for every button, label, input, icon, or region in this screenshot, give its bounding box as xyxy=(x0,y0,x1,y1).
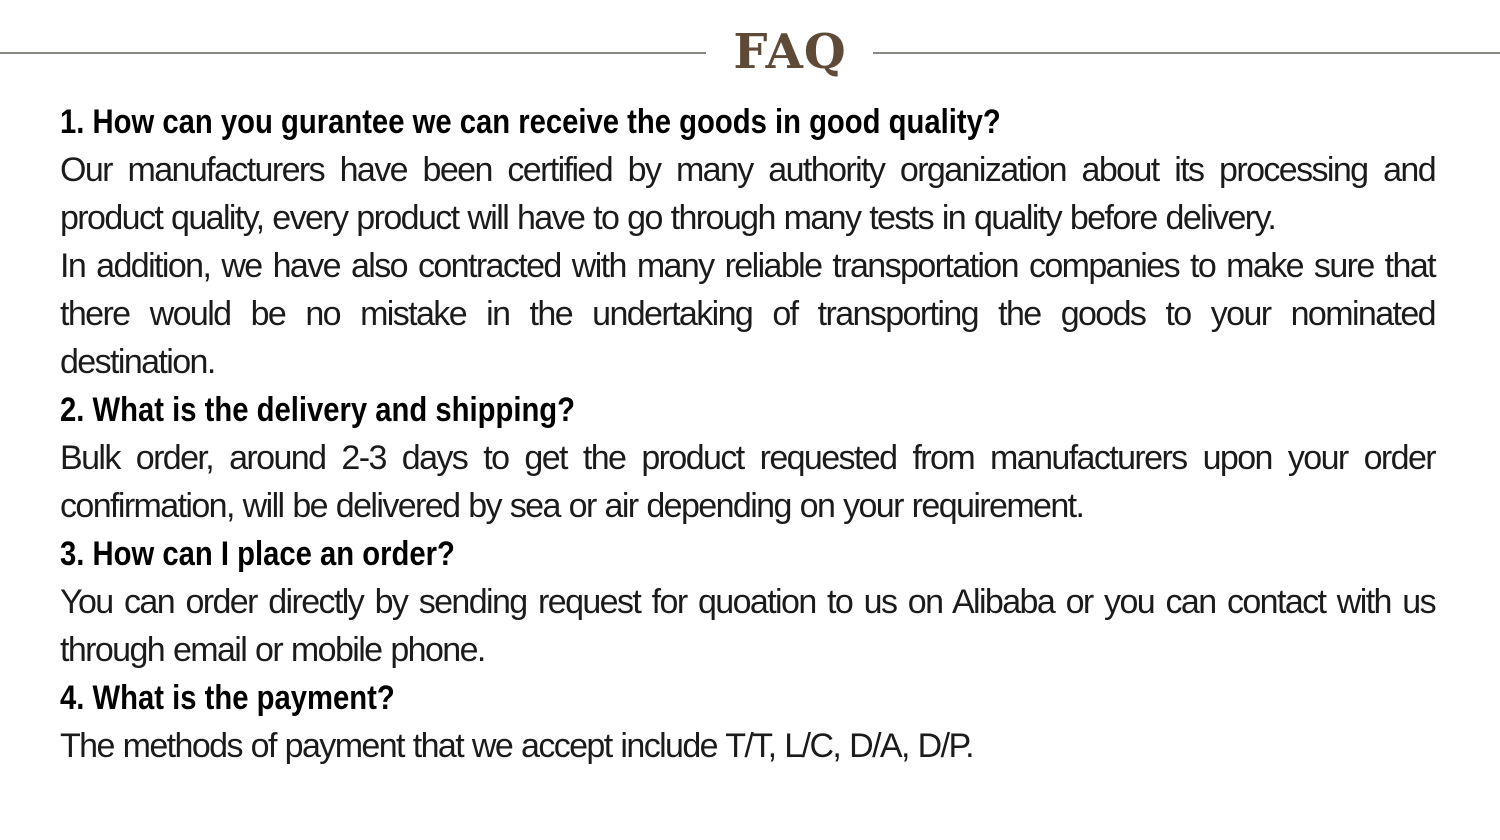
faq-answer-4: The methods of payment that we accept include T/T, L/C, D/A, D/P. xyxy=(60,727,974,765)
header-divider-right xyxy=(873,52,1500,54)
faq-question-1: 1. How can you gurantee we can receive the goods in good quality? xyxy=(60,103,1001,141)
faq-answer-1-paragraph-2: In addition, we have also contracted with many reliable transportation companies to make sure that there would be no mistake in the undertaking of transporting the goods to your nominated destination. xyxy=(60,247,1435,381)
faq-question-4: 4. What is the payment? xyxy=(60,679,395,717)
faq-question-2: 2. What is the delivery and shipping? xyxy=(60,391,576,429)
faq-answer-1-paragraph-1: Our manufacturers have been certified by many authority organization about its processing and product quality, every product will have to go through many tests in quality before delivery. xyxy=(60,151,1435,237)
faq-header xyxy=(0,0,1500,100)
faq-answer-2: Bulk order, around 2-3 days to get the product requested from manufacturers upon your order confirmation, will be delivered by sea or air depending on your requirement. xyxy=(60,439,1435,525)
page-title: FAQ xyxy=(733,24,847,80)
faq-answer-3: You can order directly by sending request for quoation to us on Alibaba or you can contact with us through email or mobile phone. xyxy=(60,583,1435,669)
header-divider-left xyxy=(0,52,706,54)
faq-question-3: 3. How can I place an order? xyxy=(60,535,455,573)
faq-list xyxy=(60,98,1435,770)
